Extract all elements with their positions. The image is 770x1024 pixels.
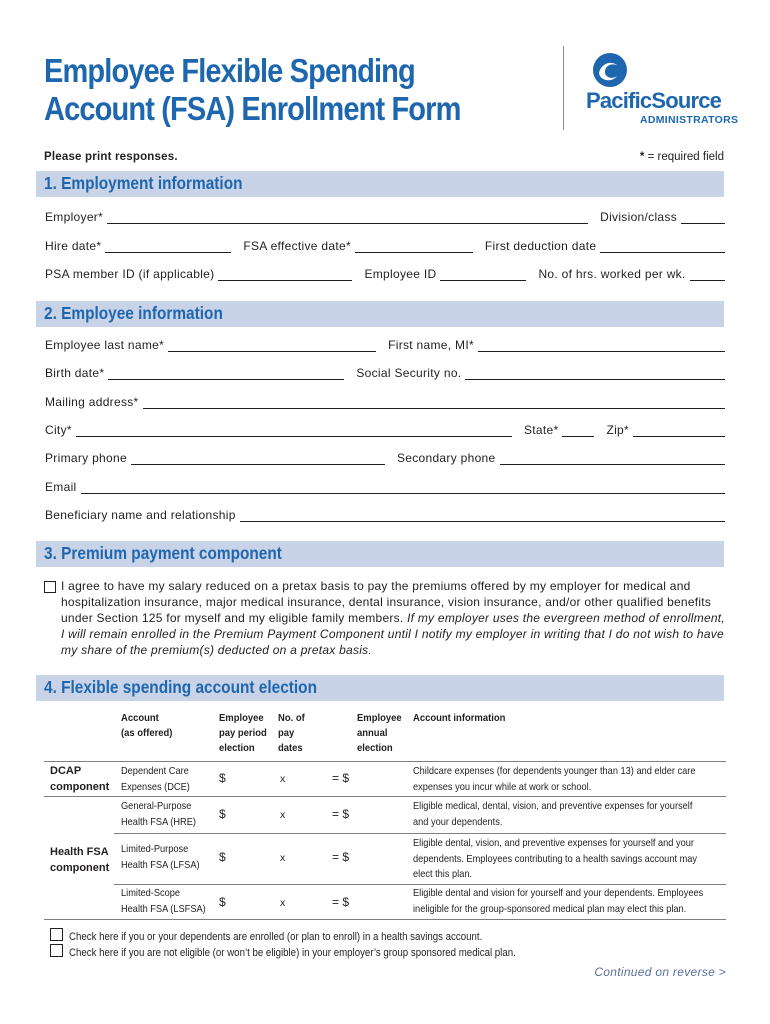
hsa-check-text: Check here if you or your dependents are enrolled (or plan to enroll) in a health savings account.	[69, 931, 483, 943]
mailing-row	[45, 393, 725, 409]
col-header-pay-period	[219, 711, 267, 756]
fsa-effective-label: FSA effective date*	[243, 239, 351, 253]
col-header-info: Account information	[413, 712, 506, 724]
col-header-annual-line3: election	[357, 742, 393, 754]
dce-account-line2: Expenses (DCE)	[121, 780, 190, 793]
primary-phone-label: Primary phone	[45, 451, 127, 465]
name-row	[45, 336, 725, 352]
lfsa-account-info	[413, 836, 697, 883]
first-name-field[interactable]	[478, 339, 725, 352]
print-instructions: Please print responses.	[44, 151, 178, 163]
hours-label: No. of hrs. worked per wk.	[538, 267, 686, 281]
lsfsa-pay-period-dollar[interactable]: $	[219, 895, 226, 909]
lfsa-account-line2: Health FSA (LFSA)	[121, 858, 200, 871]
ineligible-check-text: Check here if you are not eligible (or won’t be eligible) in your employer’s group sponsored medical plan.	[69, 947, 516, 959]
dce-pay-dates-x[interactable]: x	[280, 773, 286, 785]
logo-wordmark: PacificSource	[586, 88, 722, 113]
lfsa-info-line1: Eligible dental, vision, and preventive expenses for yourself and your	[413, 837, 694, 849]
row-divider	[114, 833, 726, 834]
col-header-dates-line1: No. of	[278, 712, 305, 724]
form-title-line1: Employee Flexible Spending	[44, 52, 415, 89]
lfsa-pay-dates-x[interactable]: x	[280, 852, 286, 864]
row-divider	[114, 884, 726, 885]
premium-line-3-text: under Section 125 for myself and my eligible family members.	[61, 611, 408, 625]
hsa-check-row	[50, 928, 730, 943]
hre-annual-total[interactable]: = $	[332, 807, 350, 821]
beneficiary-field[interactable]	[240, 509, 725, 522]
fsa-effective-field[interactable]	[355, 240, 473, 253]
col-header-account	[121, 711, 172, 741]
dates-row	[45, 237, 725, 253]
dce-account-info	[413, 764, 696, 795]
section-title: 2. Employee information	[44, 303, 223, 323]
lsfsa-annual-total[interactable]: = $	[332, 895, 350, 909]
lfsa-annual-total[interactable]: = $	[332, 850, 350, 864]
employee-id-label: Employee ID	[364, 267, 437, 281]
col-header-annual	[357, 711, 402, 756]
col-header-annual-line1: Employee	[357, 712, 402, 724]
premium-line-5-italic: my share of the premium(s) deducted on a pretax basis.	[61, 643, 372, 657]
primary-phone-field[interactable]	[131, 452, 385, 465]
premium-line-5	[61, 642, 734, 658]
header-divider	[563, 46, 564, 130]
section-employment-header	[36, 171, 724, 197]
employer-label: Employer*	[45, 210, 104, 224]
phone-row	[45, 449, 725, 465]
ineligible-check-row	[50, 944, 730, 959]
row-hre-account	[121, 799, 196, 830]
row-lfsa-account	[121, 842, 200, 873]
secondary-phone-label: Secondary phone	[396, 451, 496, 465]
premium-line-2: hospitalization insurance, major medical insurance, dental insurance, vision insurance, and/or other qualified benefits	[61, 595, 712, 609]
mailing-address-label: Mailing address*	[45, 395, 139, 409]
health-label-line2: component	[50, 862, 110, 874]
lsfsa-info-line2: ineligible for the group-sponsored medical plan may elect this plan.	[413, 902, 687, 915]
health-label-line1: Health FSA	[50, 846, 109, 858]
first-deduction-label: First deduction date	[484, 239, 597, 253]
col-header-pp-line3: election	[219, 742, 255, 754]
col-header-annual-line2: annual	[357, 727, 388, 739]
employer-field[interactable]	[107, 211, 588, 224]
dce-pay-period-dollar[interactable]: $	[219, 771, 226, 785]
secondary-phone-field[interactable]	[500, 452, 725, 465]
col-header-dates-line2: pay	[278, 727, 295, 739]
lfsa-info-line2: dependents. Employees contributing to a health savings account may	[413, 852, 698, 865]
col-header-account-line1: Account	[121, 712, 159, 724]
hre-info-line1: Eligible medical, dental, vision, and preventive expenses for yourself	[413, 800, 693, 812]
col-header-account-line2: (as offered)	[121, 727, 173, 739]
hours-field[interactable]	[690, 268, 725, 281]
health-fsa-group-label	[50, 844, 109, 876]
hre-info-line2: and your dependents.	[413, 815, 503, 828]
first-name-label: First name, MI*	[388, 338, 474, 352]
row-lsfsa-account	[121, 886, 206, 917]
dce-info-line1: Childcare expenses (for dependents younger than 13) and elder care	[413, 765, 696, 777]
pacificsource-logo	[582, 50, 739, 128]
logo-subtitle: ADMINISTRATORS	[640, 114, 739, 126]
premium-agree-checkbox[interactable]	[44, 581, 56, 593]
ids-row	[45, 265, 725, 281]
ssn-field[interactable]	[465, 367, 725, 380]
lsfsa-account-line2: Health FSA (LSFSA)	[121, 902, 206, 915]
hire-date-field[interactable]	[105, 240, 231, 253]
lsfsa-pay-dates-x[interactable]: x	[280, 897, 286, 909]
premium-line-3-italic: If my employer uses the evergreen method of enrollment,	[407, 611, 725, 625]
birth-date-label: Birth date*	[45, 366, 105, 380]
section-employee-header	[36, 301, 724, 327]
lfsa-account-line1: Limited-Purpose	[121, 843, 189, 855]
dcap-group-label	[50, 763, 109, 795]
email-row	[45, 478, 725, 494]
header-divider-line	[44, 761, 726, 762]
mailing-address-field[interactable]	[143, 396, 725, 409]
hre-pay-dates-x[interactable]: x	[280, 809, 286, 821]
state-field[interactable]	[562, 424, 594, 437]
hre-account-line2: Health FSA (HRE)	[121, 815, 196, 828]
beneficiary-label: Beneficiary name and relationship	[45, 508, 236, 522]
zip-label: Zip*	[606, 423, 629, 437]
beneficiary-row	[45, 506, 725, 522]
zip-field[interactable]	[633, 424, 725, 437]
hsa-checkbox[interactable]	[50, 928, 63, 941]
first-deduction-field[interactable]	[600, 240, 725, 253]
hre-account-info	[413, 799, 692, 830]
lsfsa-account-info	[413, 886, 703, 917]
col-header-pp-line2: pay period	[219, 727, 267, 739]
wave-logo-icon	[592, 52, 628, 88]
division-label: Division/class	[600, 210, 677, 224]
premium-line-1: I agree to have my salary reduced on a pretax basis to pay the premiums offered by my employer for medical and	[61, 579, 691, 593]
table-bottom-line	[44, 919, 726, 920]
col-header-dates-line3: dates	[278, 742, 303, 754]
row-dce-account	[121, 764, 190, 795]
required-field-note	[640, 151, 724, 163]
division-field[interactable]	[681, 211, 725, 224]
birth-ssn-row	[45, 364, 725, 380]
row-divider	[44, 796, 726, 797]
email-label: Email	[45, 480, 77, 494]
city-row	[45, 421, 725, 437]
premium-line-4	[61, 626, 734, 642]
hire-date-label: Hire date*	[45, 239, 102, 253]
section-premium-header	[36, 541, 724, 567]
col-header-pay-dates	[278, 711, 305, 756]
psa-member-label: PSA member ID (if applicable)	[45, 267, 215, 281]
lfsa-info-line3: elect this plan.	[413, 868, 473, 880]
lfsa-pay-period-dollar[interactable]: $	[219, 850, 226, 864]
dce-info-line2: expenses you incur while at work or school.	[413, 780, 592, 793]
section-title: 1. Employment information	[44, 173, 243, 193]
form-title-line2: Account (FSA) Enrollment Form	[44, 90, 461, 127]
form-title	[44, 52, 484, 128]
dcap-label-line2: component	[50, 781, 110, 793]
hre-pay-period-dollar[interactable]: $	[219, 807, 226, 821]
last-name-label: Employee last name*	[45, 338, 165, 352]
lsfsa-account-line1: Limited-Scope	[121, 887, 181, 899]
employee-id-field[interactable]	[440, 268, 526, 281]
required-asterisk: *	[639, 151, 645, 163]
continued-on-reverse: Continued on reverse >	[594, 965, 726, 979]
dce-annual-total[interactable]: = $	[332, 771, 350, 785]
section-title: 3. Premium payment component	[44, 543, 282, 563]
employer-row	[45, 208, 725, 224]
col-header-pp-line1: Employee	[219, 712, 264, 724]
premium-line-4-italic: I will remain enrolled in the Premium Payment Component until I notify my employer in writing that I do not wish to have	[61, 627, 724, 641]
required-field-text: = required field	[644, 151, 724, 163]
birth-date-field[interactable]	[108, 367, 344, 380]
state-label: State*	[523, 423, 559, 437]
dcap-label-line1: DCAP	[50, 765, 82, 777]
city-field[interactable]	[76, 424, 512, 437]
premium-agreement	[44, 578, 734, 658]
city-label: City*	[45, 423, 72, 437]
ineligible-checkbox[interactable]	[50, 944, 63, 957]
psa-member-field[interactable]	[218, 268, 352, 281]
dce-account-line1: Dependent Care	[121, 765, 189, 777]
section-title: 4. Flexible spending account election	[44, 677, 317, 697]
last-name-field[interactable]	[168, 339, 376, 352]
ssn-label: Social Security no.	[356, 366, 462, 380]
hre-account-line1: General-Purpose	[121, 800, 192, 812]
lsfsa-info-line1: Eligible dental and vision for yourself and your dependents. Employees	[413, 887, 704, 899]
section-fsa-election-header	[36, 675, 724, 701]
premium-line-3	[61, 610, 734, 626]
email-field[interactable]	[81, 481, 725, 494]
